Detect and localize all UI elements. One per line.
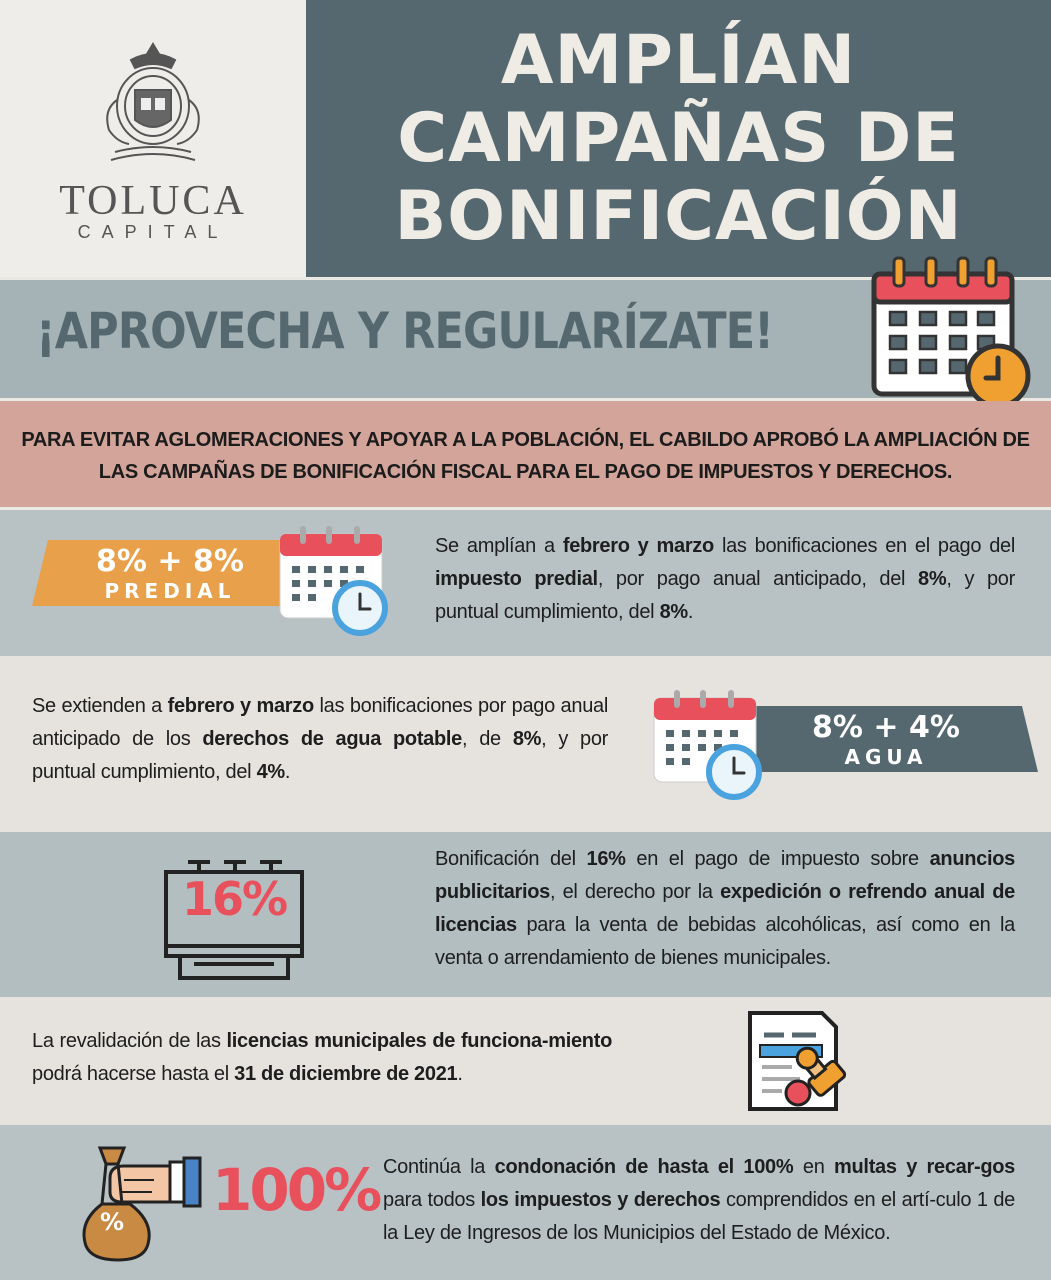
agua-badge-label: AGUA (844, 745, 928, 769)
licencias-alcohol: expedición o refrendo anual de licencias (435, 881, 1015, 936)
title-line-2: CAMPAÑAS DE (397, 99, 960, 178)
document-stamp-icon (740, 1007, 860, 1117)
calendar-clock-icon (650, 688, 768, 800)
agua-text: Se extienden a febrero y marzo las bonificaciones por pago anual anticipado de los derechos de agua potable, de 8%, y por puntual cumplimiento, del 4%. (32, 695, 609, 783)
impuestos-derechos: los impuestos y derechos (480, 1189, 721, 1211)
agua-right-name: derechos de agua potable (202, 728, 462, 750)
condonacion-amount: condonación de hasta el 100% (494, 1156, 794, 1178)
money-bag-hand-icon (72, 1140, 202, 1264)
predial-months: febrero y marzo (562, 535, 714, 557)
intro-text: PARA EVITAR AGLOMERACIONES Y APOYAR A LA POBLACIÓN, EL CABILDO APROBÓ LA AMPLIACIÓN DE LAS CAMPAÑAS DE BONIFICACIÓN FISCAL PARA EL PAGO DE IMPUESTOS Y DERECHOS. (21, 429, 1030, 483)
predial-text: Se amplían a febrero y marzo las bonificaciones en el pago del impuesto predial, por pago anual anticipado, del 8%, y por puntual cumplimiento, del 8%. (435, 535, 1015, 623)
logo-name: TOLUCA (59, 178, 247, 224)
agua-badge-value: 8% + 4% (812, 710, 960, 745)
predial-badge-label: PREDIAL (104, 579, 236, 603)
billboard-value: 16% (181, 872, 287, 926)
title-line-1: AMPLÍAN (500, 21, 857, 100)
title-line-3: BONIFICACIÓN (394, 177, 963, 256)
bag-percent-symbol: % (99, 1208, 125, 1236)
condonacion-value: 100% (212, 1156, 380, 1224)
anuncios-text: Bonificación del 16% en el pago de impuesto sobre anuncios publicitarios, el derecho por la expedición o refrendo anual de licencias para la venta de bebidas alcohólicas, así como en la venta o arrendamiento de bienes municipales. (435, 848, 1015, 969)
predial-badge-value: 8% + 8% (96, 544, 244, 579)
toluca-crest-icon (95, 40, 211, 172)
calendar-clock-icon (276, 524, 394, 636)
licencias-text: La revalidación de las licencias municipales de funciona-miento podrá hacerse hasta el 31 de diciembre de 2021. (32, 1030, 612, 1085)
page-title (306, 22, 1051, 256)
agua-months: febrero y marzo (167, 695, 314, 717)
licencias-deadline: 31 de diciembre de 2021 (234, 1063, 458, 1085)
logo-subtitle: CAPITAL (77, 222, 229, 242)
licencias-name: licencias municipales de funciona-miento (226, 1030, 612, 1052)
multas-recargos: multas y recar-gos (834, 1156, 1015, 1178)
predial-tax-name: impuesto predial (435, 568, 598, 590)
anuncios-name: anuncios publicitarios (435, 848, 1015, 903)
slogan: ¡APROVECHA Y REGULARÍZATE! (36, 302, 774, 360)
calendar-clock-icon (866, 252, 1034, 412)
condonacion-text: Continúa la condonación de hasta el 100% en multas y recar-gos para todos los impuestos y derechos comprendidos en el artí-culo 1 de la Ley de Ingresos de los Municipios del Estado de México. (383, 1156, 1015, 1244)
